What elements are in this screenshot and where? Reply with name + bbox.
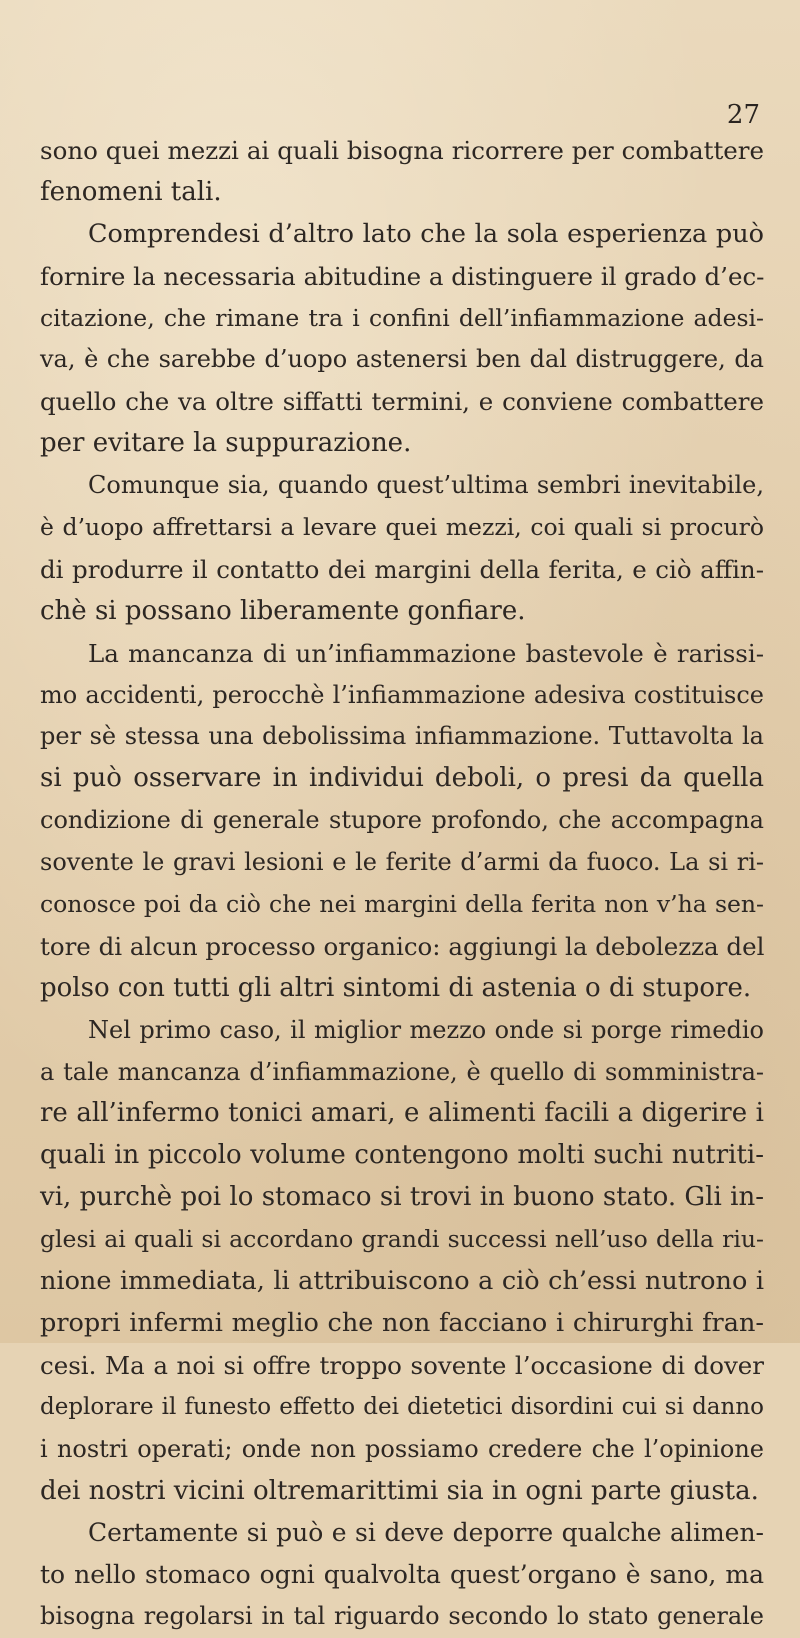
- text-line: citazione, che rimane tra i confini dell’infiammazione adesi-: [40, 303, 764, 332]
- text-line: conosce poi da ciò che nei margini della ferita non v’ha sen-: [40, 890, 764, 919]
- text-line: per evitare la suppurazione.: [40, 428, 412, 459]
- text-line: polso con tutti gli altri sintomi di astenia o di stupore.: [40, 972, 752, 1003]
- text-line: vi, purchè poi lo stomaco si trovi in buono stato. Gli in-: [40, 1182, 764, 1213]
- text-line: Certamente si può e si deve deporre qualche alimen-: [88, 1518, 764, 1548]
- text-line: mo accidenti, perocchè l’infiammazione adesiva costituisce: [40, 680, 764, 709]
- text-line: tore di alcun processo organico: aggiungi la debolezza del: [40, 931, 765, 961]
- text-line: glesi ai quali si accordano grandi successi nell’uso della riu-: [40, 1225, 764, 1254]
- text-line: per sè stessa una debolissima infiammazione. Tuttavolta la: [40, 722, 764, 751]
- text-line: fenomeni tali.: [40, 176, 222, 207]
- text-line: nione immediata, li attribuiscono a ciò ch’essi nutrono i: [40, 1266, 764, 1297]
- text-line: to nello stomaco ogni qualvolta quest’organo è sano, ma: [40, 1560, 764, 1590]
- text-line: Comunque sia, quando quest’ultima sembri inevitabile,: [88, 471, 764, 500]
- text-line: cesi. Ma a noi si offre troppo sovente l’occasione di dover: [40, 1350, 764, 1380]
- text-line: Nel primo caso, il miglior mezzo onde si porge rimedio: [88, 1015, 764, 1044]
- text-line: va, è che sarebbe d’uopo astenersi ben dal distruggere, da: [40, 345, 764, 374]
- text-line: a tale mancanza d’infiammazione, è quello di somministra-: [40, 1057, 764, 1086]
- page-number: 27: [726, 100, 760, 130]
- text-line: quali in piccolo volume contengono molti suchi nutriti-: [40, 1140, 764, 1171]
- text-line: fornire la necessaria abitudine a distinguere il grado d’ec-: [40, 261, 765, 291]
- text-line: i nostri operati; onde non possiamo credere che l’opinione: [40, 1434, 764, 1463]
- text-line: sono quei mezzi ai quali bisogna ricorrere per combattere: [40, 136, 764, 165]
- text-line: chè si possano liberamente gonfiare.: [40, 595, 526, 626]
- text-line: Comprendesi d’altro lato che la sola esperienza può: [88, 218, 764, 249]
- text-line: quello che va oltre siffatti termini, e conviene combattere: [40, 387, 764, 417]
- text-line: deplorare il funesto effetto dei dietetici disordini cui si danno: [40, 1393, 764, 1420]
- text-line: sovente le gravi lesioni e le ferite d’armi da fuoco. La si ri-: [40, 848, 764, 877]
- text-line: si può osservare in individui deboli, o presi da quella: [40, 763, 764, 794]
- body-text: [40, 130, 764, 1638]
- text-line: è d’uopo affrettarsi a levare quei mezzi, coi quali si procurò: [40, 513, 764, 542]
- text-line: di produrre il contatto dei margini della ferita, e ciò affin-: [40, 554, 764, 584]
- text-line: propri infermi meglio che non facciano i chirurghi fran-: [40, 1307, 764, 1338]
- text-line: bisogna regolarsi in tal riguardo secondo lo stato generale: [40, 1602, 764, 1631]
- text-line: dei nostri vicini oltremarittimi sia in ogni parte giusta.: [40, 1475, 759, 1506]
- text-line: La mancanza di un’infiammazione bastevole è rarissi-: [88, 638, 764, 668]
- text-line: condizione di generale stupore profondo, che accompagna: [40, 806, 764, 835]
- text-line: re all’infermo tonici amari, e alimenti facili a digerire i: [40, 1098, 764, 1129]
